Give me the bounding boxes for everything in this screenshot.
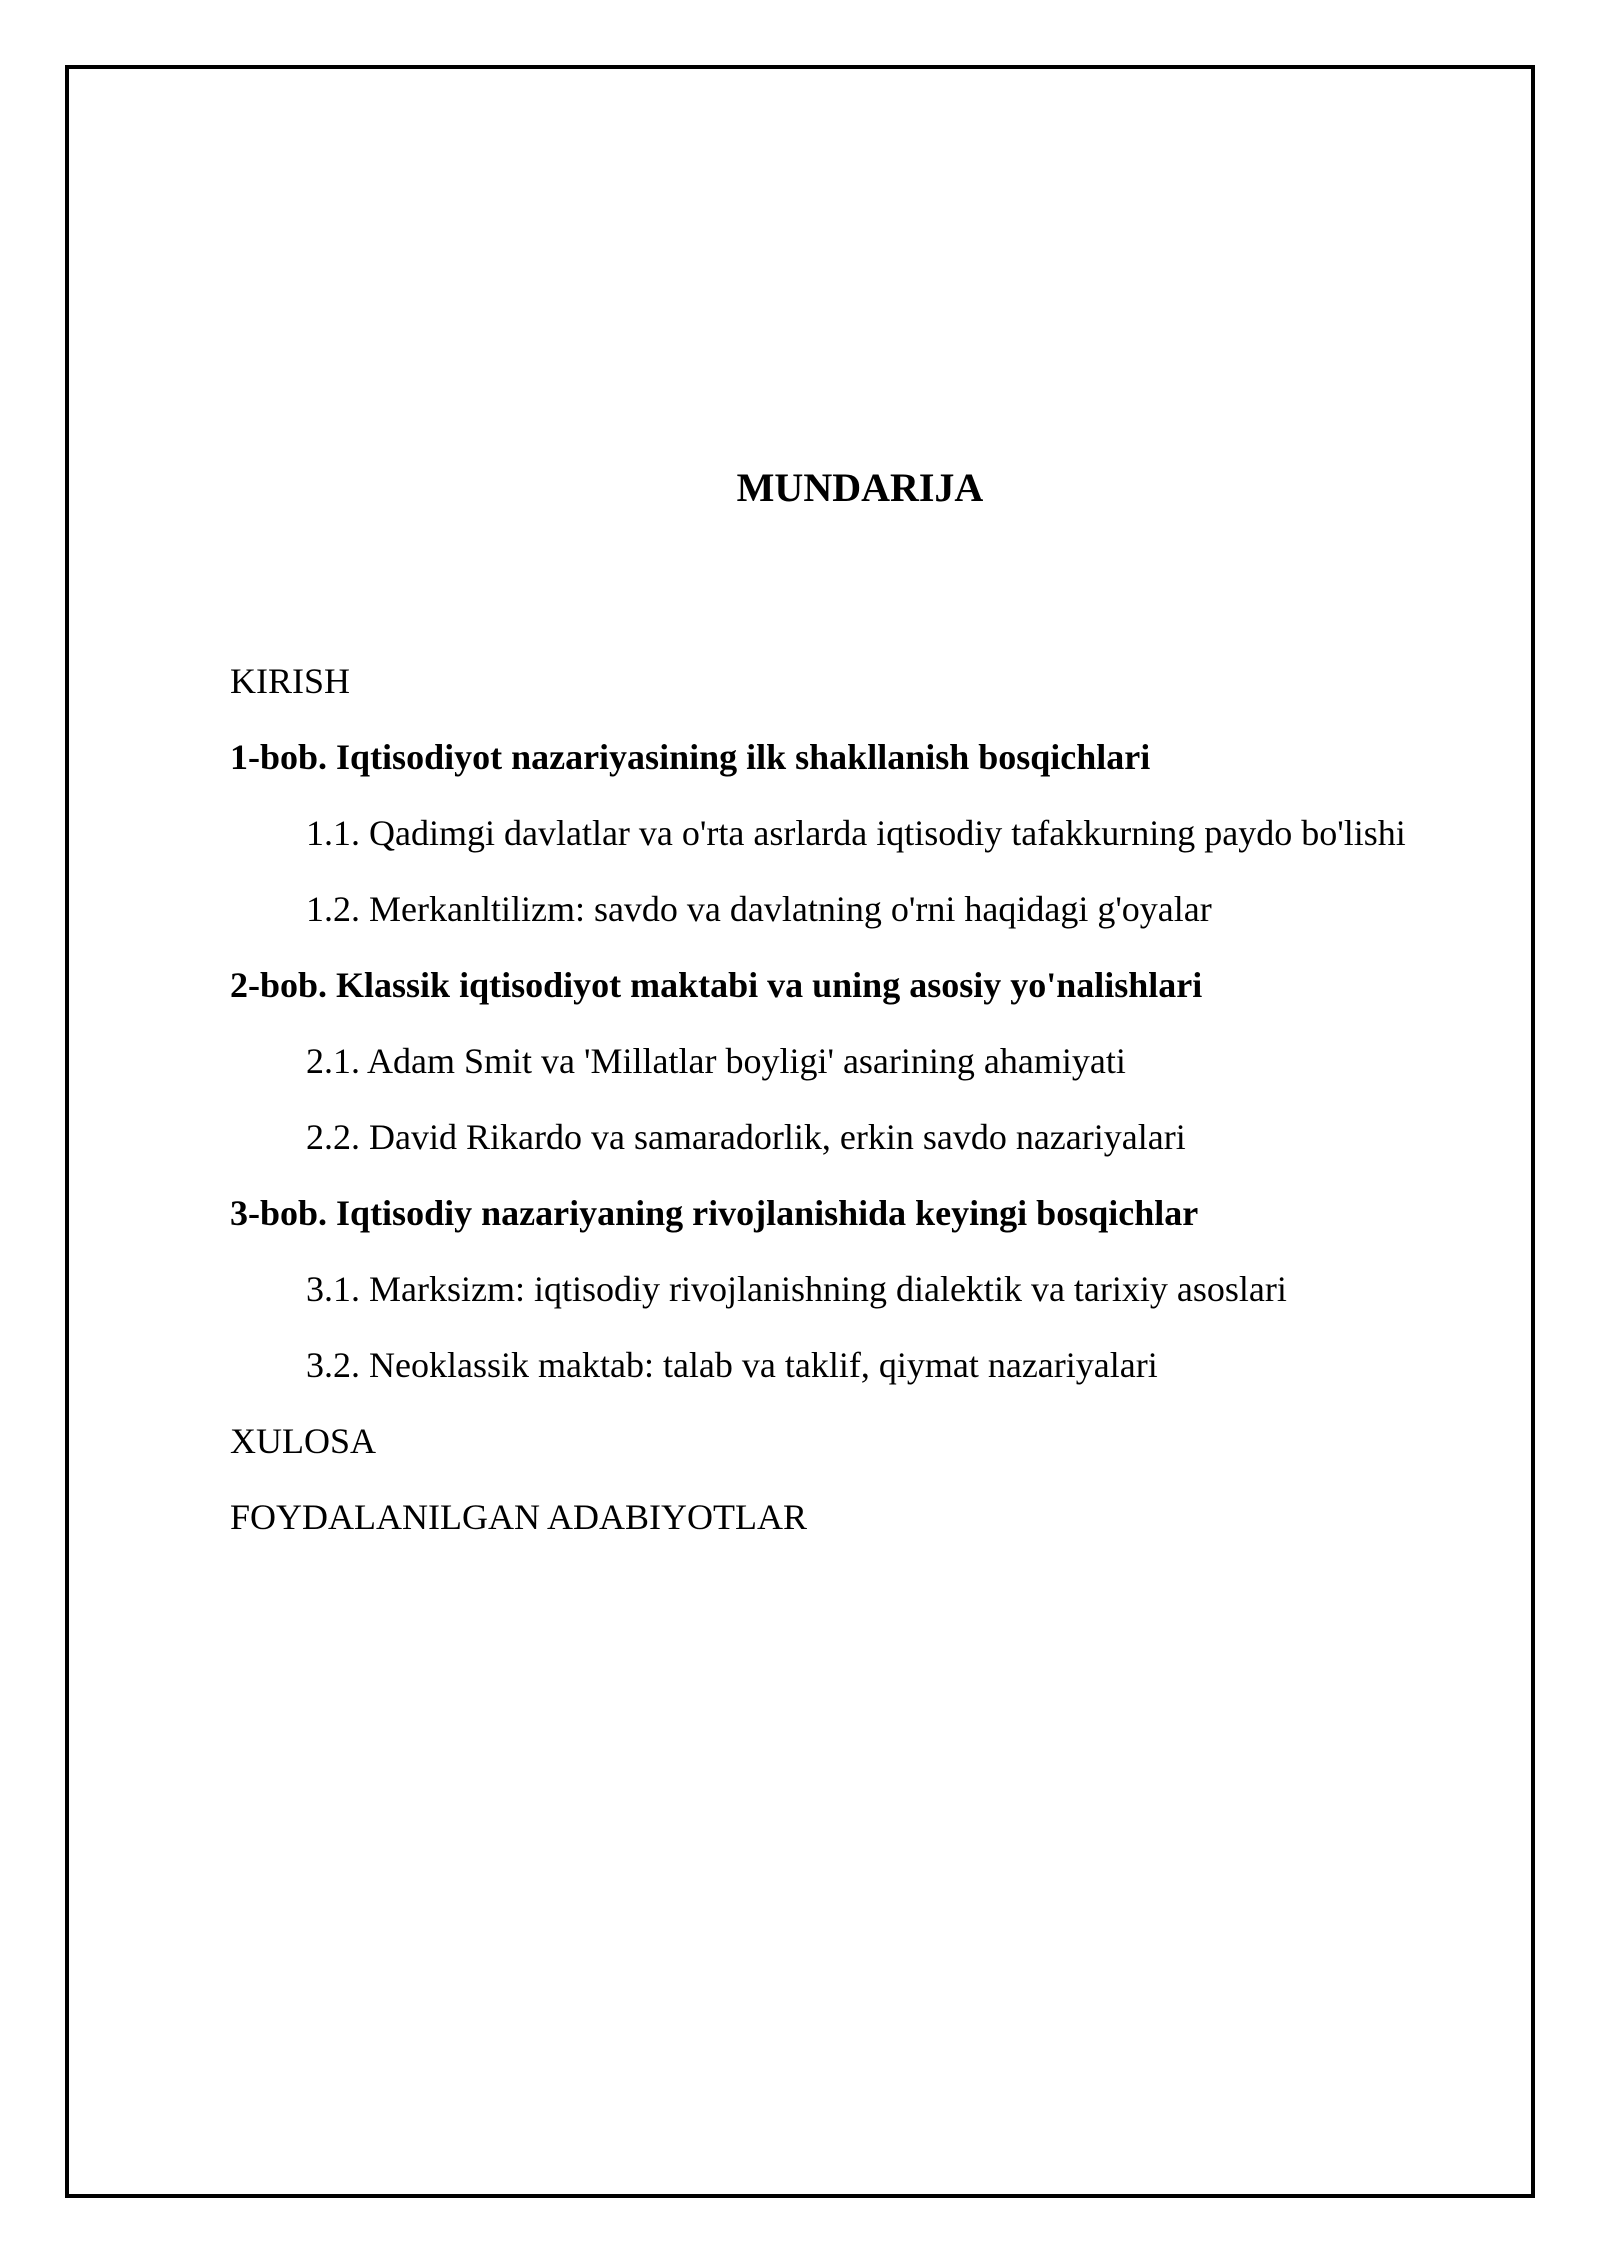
table-of-contents <box>230 643 1510 1555</box>
toc-chapter-3: 3-bob. Iqtisodiy nazariyaning rivojlanishida keyingi bosqichlar <box>230 1193 1199 1233</box>
toc-entry-conclusion: XULOSA <box>230 1421 377 1461</box>
page-title: MUNDARIJA <box>736 465 984 510</box>
toc-section-3-1: 3.1. Marksizm: iqtisodiy rivojlanishning dialektik va tarixiy asoslari <box>306 1269 1287 1309</box>
toc-entry-introduction: KIRISH <box>230 661 351 701</box>
toc-section-1-2: 1.2. Merkanltilizm: savdo va davlatning o'rni haqidagi g'oyalar <box>306 889 1212 929</box>
toc-section-3-2: 3.2. Neoklassik maktab: talab va taklif, qiymat nazariyalari <box>306 1345 1158 1385</box>
toc-chapter-1: 1-bob. Iqtisodiyot nazariyasining ilk shakllanish bosqichlari <box>230 737 1151 777</box>
toc-chapter-2: 2-bob. Klassik iqtisodiyot maktabi va uning asosiy yo'nalishlari <box>230 965 1203 1005</box>
toc-section-2-2: 2.2. David Rikardo va samaradorlik, erkin savdo nazariyalari <box>306 1117 1186 1157</box>
toc-section-2-1: 2.1. Adam Smit va 'Millatlar boyligi' asarining ahamiyati <box>306 1041 1126 1081</box>
toc-section-1-1: 1.1. Qadimgi davlatlar va o'rta asrlarda iqtisodiy tafakkurning paydo bo'lishi <box>306 813 1406 853</box>
toc-entry-references: FOYDALANILGAN ADABIYOTLAR <box>230 1497 807 1537</box>
